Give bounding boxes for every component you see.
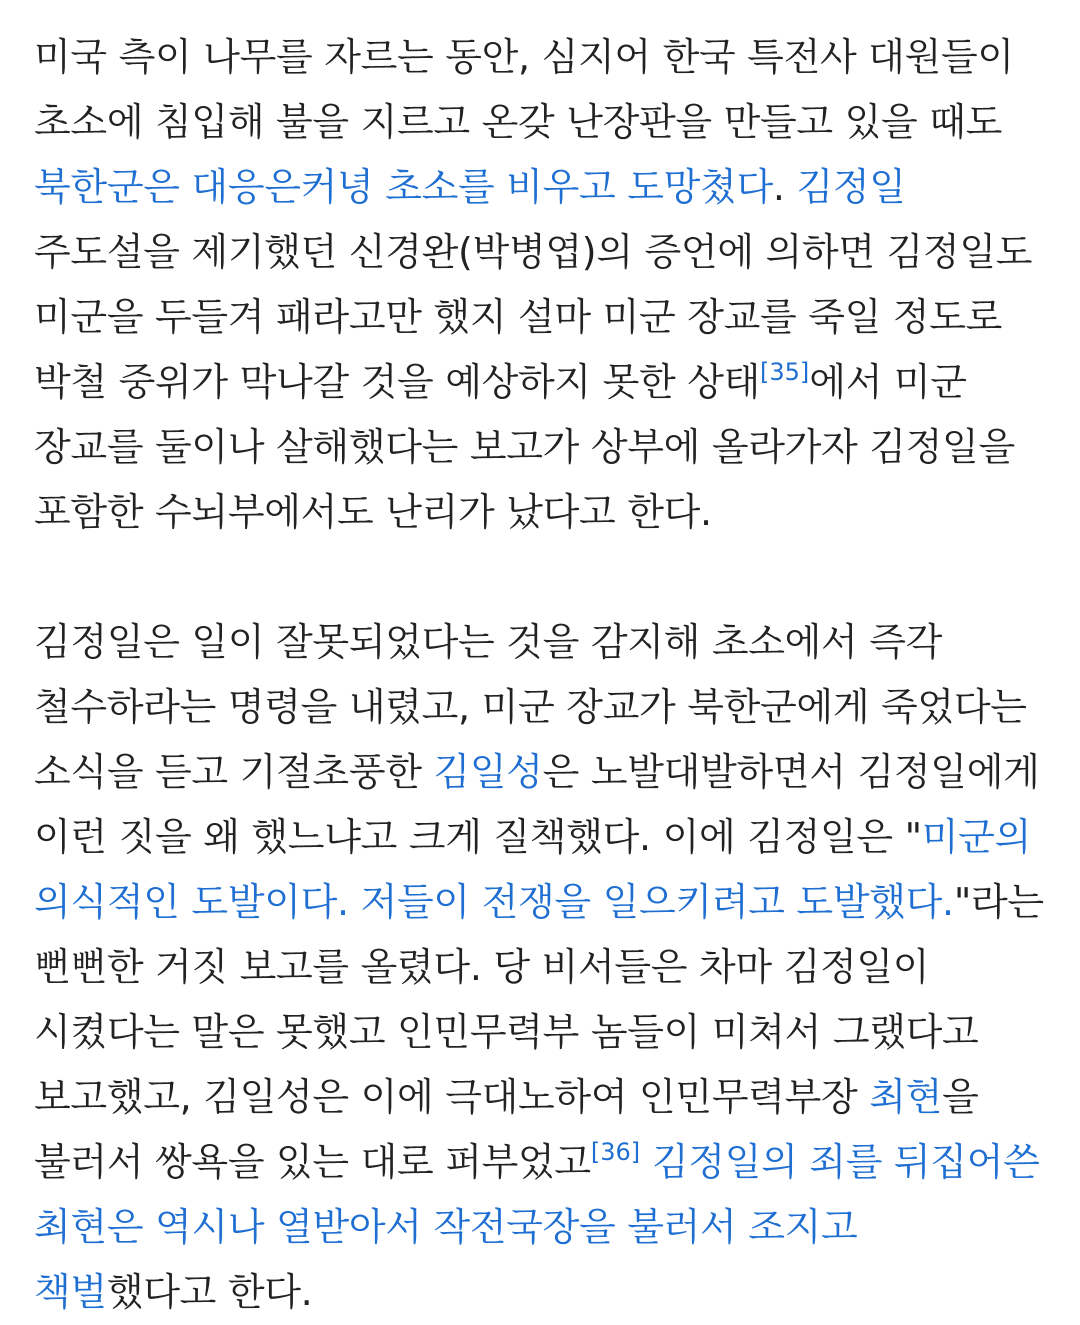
link-intentional-provocation-quote[interactable]: 미군의 의식적인 도발이다. 저들이 전쟁을 일으키려고 도발했다. (34, 815, 1031, 924)
paragraph-text: . (772, 165, 797, 209)
link-choe-hyon[interactable]: 최현 (869, 1075, 943, 1119)
link-north-korean-army-fled[interactable]: 북한군은 대응은커녕 초소를 비우고 도망쳤다 (34, 165, 773, 209)
paragraph-text: 김정일은 일이 잘못되었다는 것을 감지해 초소에서 즉각 철수하라는 명령을 내렸고, 미군 장교가 북한군에게 죽었다는 소식을 듣고 기절초풍한 (34, 620, 1027, 794)
paragraph-text: 주도설을 제기했던 신경완(박병엽)의 증언에 의하면 김정일도 미군을 두들겨 패라고만 했지 설마 미군 장교를 죽일 정도로 박철 중위가 막나갈 것을 예상하지 못한 상태 (34, 230, 1033, 404)
link-kim-jong-il[interactable]: 김정일 (796, 165, 906, 209)
link-kim-il-sung[interactable]: 김일성 (433, 750, 543, 794)
paragraph-text: 에서 미군 장교를 둘이나 살해했다는 보고가 상부에 올라가자 김정일을 포함한 수뇌부에서도 난리가 났다고 한다. (34, 360, 1015, 534)
footnote-35[interactable]: [35] (760, 358, 810, 386)
footnote-36[interactable]: [36] (590, 1138, 641, 1166)
paragraph-text: 은 노발대발하면서 김정일에게 이런 짓을 왜 했느냐고 크게 질책했다. 이에 김정일은 " (34, 750, 1040, 859)
link-choe-hyon-took-blame[interactable]: 김정일의 죄를 뒤집어쓴 최현은 역시나 열받아서 작전국장을 불러서 조지고 책벌 (34, 1140, 1040, 1314)
paragraph-1 (34, 25, 1046, 545)
paragraph-text: 미국 측이 나무를 자르는 동안, 심지어 한국 특전사 대원들이 초소에 침입해 불을 지르고 온갖 난장판을 만들고 있을 때도 (34, 35, 1014, 144)
article-body (34, 25, 1046, 1325)
paragraph-text: "라는 뻔뻔한 거짓 보고를 올렸다. 당 비서들은 차마 김정일이 시켰다는 말은 못했고 인민무력부 놈들이 미쳐서 그랬다고 보고했고, 김일성은 이에 극대노하여 인민무력부장 (34, 880, 1044, 1119)
paragraph-text (640, 1140, 652, 1184)
paragraph-text: 했다고 한다. (106, 1270, 313, 1314)
paragraph-text: 을 불러서 쌍욕을 있는 대로 퍼부었고 (34, 1075, 979, 1184)
paragraph-2 (34, 610, 1046, 1325)
